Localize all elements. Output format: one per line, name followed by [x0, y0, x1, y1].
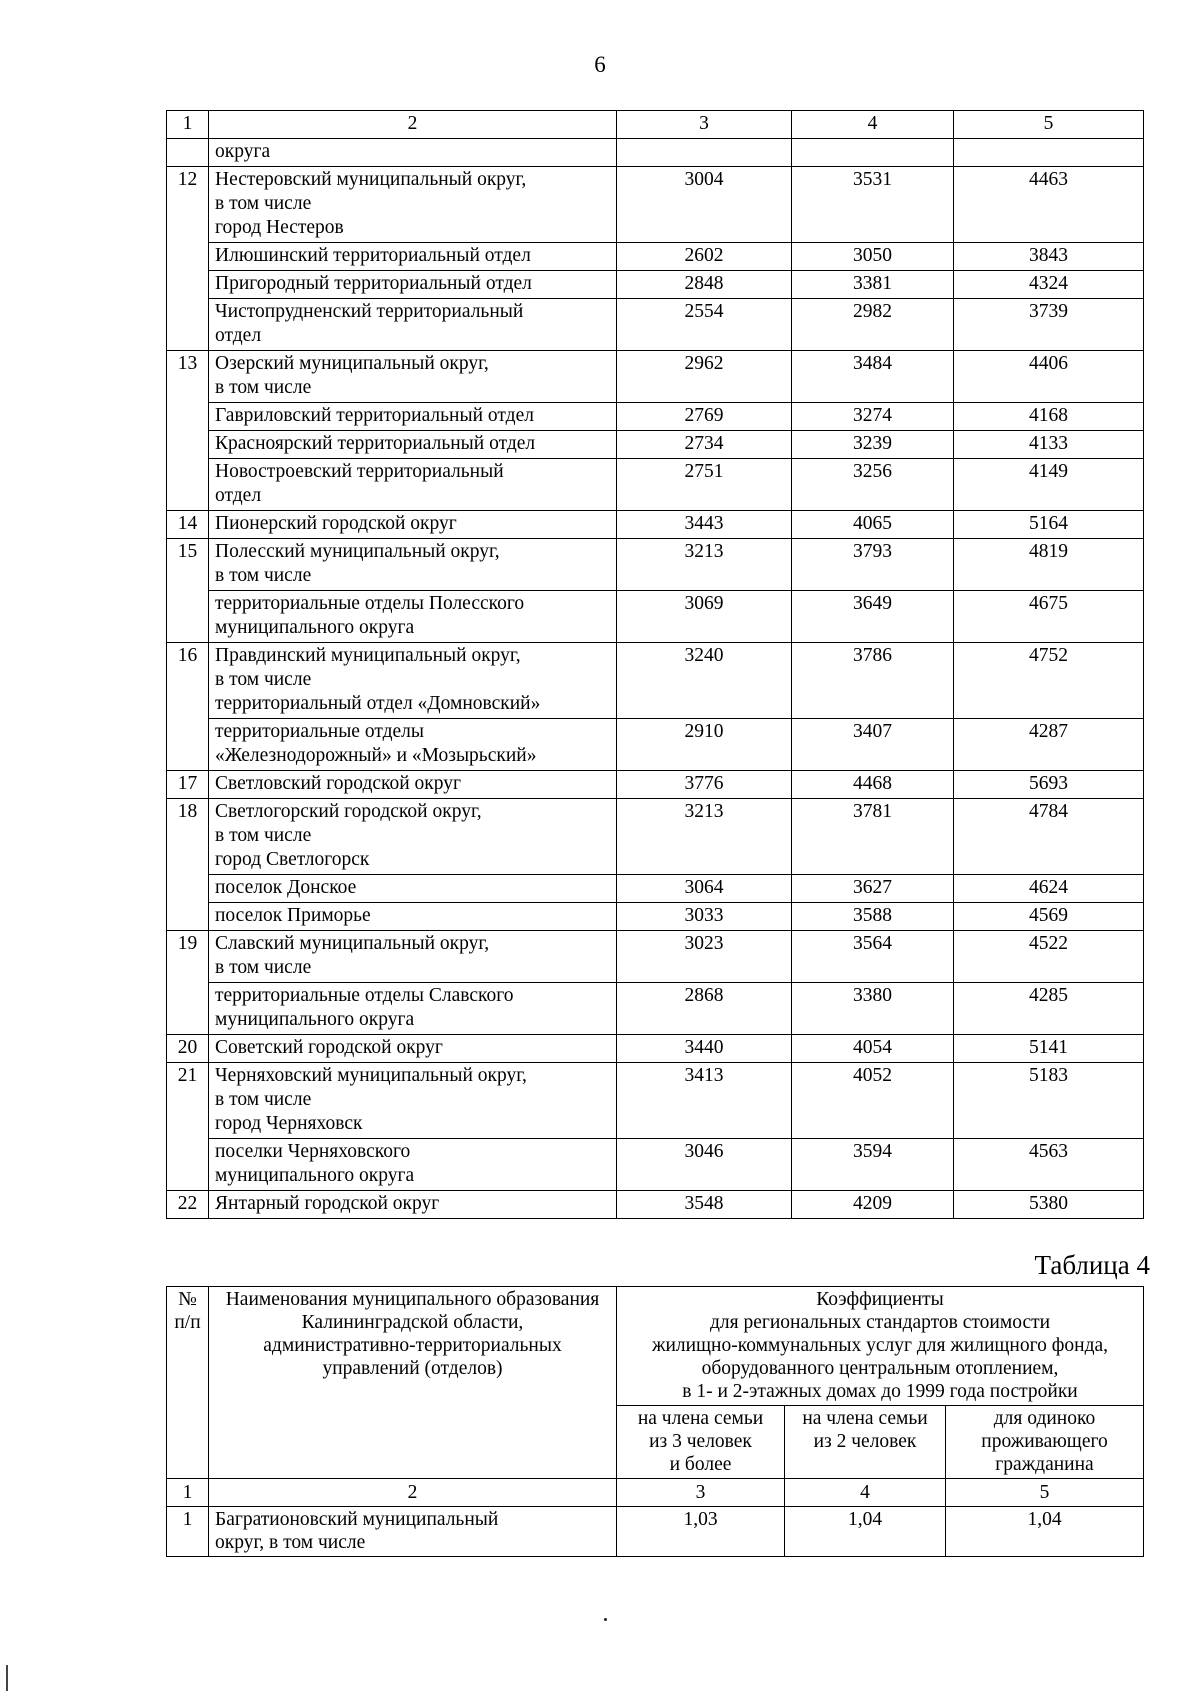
- row-name: [209, 875, 617, 903]
- value-cell: 3023: [617, 931, 792, 983]
- value-cell: [792, 139, 954, 167]
- value-cell: 3239: [792, 431, 954, 459]
- value-cell: 4324: [954, 271, 1144, 299]
- header-cell: 4: [792, 111, 954, 139]
- row-name: [209, 459, 617, 511]
- row-name-text: Янтарный городской округ: [215, 1193, 440, 1214]
- page-number: 6: [594, 52, 606, 77]
- value-cell: 3413: [617, 1063, 792, 1139]
- row-name: [209, 539, 617, 591]
- value-cell: 4209: [792, 1191, 954, 1219]
- table-header-row: [167, 111, 1144, 139]
- value-cell: 2751: [617, 459, 792, 511]
- row-number: 20: [167, 1035, 209, 1063]
- value-cell: 3594: [792, 1139, 954, 1191]
- table-row: [167, 771, 1144, 799]
- table-row: [167, 1507, 1144, 1557]
- table-row: [167, 1035, 1144, 1063]
- row-number: 19: [167, 931, 209, 1035]
- table-row: [167, 719, 1144, 771]
- row-number: [167, 139, 209, 167]
- table-row: [167, 799, 1144, 875]
- index-cell: 4: [785, 1479, 946, 1507]
- subheader-label: на члена семьи из 3 человек и более: [637, 1408, 764, 1475]
- row-name-text: территориальные отделы Славского муниципального округа: [215, 985, 514, 1030]
- value-cell: 3050: [792, 243, 954, 271]
- table-row: [167, 1063, 1144, 1139]
- value-cell: 3004: [617, 167, 792, 243]
- value-cell: 3793: [792, 539, 954, 591]
- value-cell: 3440: [617, 1035, 792, 1063]
- row-name: [209, 511, 617, 539]
- table-row: [167, 931, 1144, 983]
- subheader-label: на члена семьи из 2 человек: [802, 1408, 928, 1452]
- table-caption: Таблица 4: [1034, 1250, 1150, 1280]
- table-row: [167, 167, 1144, 243]
- table-row: [167, 1191, 1144, 1219]
- value-cell: 3776: [617, 771, 792, 799]
- value-cell: 4784: [954, 799, 1144, 875]
- value-cell: 4468: [792, 771, 954, 799]
- row-name: [209, 903, 617, 931]
- value-cell: [954, 139, 1144, 167]
- row-name-text: Полесский муниципальный округ, в том числе: [215, 541, 500, 586]
- row-name: [209, 139, 617, 167]
- row-name-text: Черняховский муниципальный округ, в том числе город Черняховск: [215, 1065, 527, 1134]
- value-cell: 2910: [617, 719, 792, 771]
- row-name-text: Светлогорский городской округ, в том числе город Светлогорск: [215, 801, 482, 870]
- row-name-text: Пригородный территориальный отдел: [215, 273, 532, 294]
- row-name: [209, 403, 617, 431]
- row-name: [209, 771, 617, 799]
- row-name-text: Нестеровский муниципальный округ, в том числе город Нестеров: [215, 169, 527, 238]
- scan-edge-mark: [6, 1665, 8, 1691]
- row-name: [209, 719, 617, 771]
- coefficients-label: Коэффициенты для региональных стандартов стоимости жилищно-коммунальных услуг для жилищного фонда, оборудованного центральным отоплением, в 1- и 2-этажных домах до 1999 года постройки: [651, 1289, 1109, 1402]
- value-cell: 4752: [954, 643, 1144, 719]
- row-name-text: Правдинский муниципальный округ, в том числе территориальный отдел «Домновский»: [215, 645, 541, 714]
- table-header-row: [167, 1287, 1144, 1406]
- value-cell: 4285: [954, 983, 1144, 1035]
- value-cell: 4463: [954, 167, 1144, 243]
- value-cell: 5693: [954, 771, 1144, 799]
- value-cell: 2982: [792, 299, 954, 351]
- value-cell: 5380: [954, 1191, 1144, 1219]
- value-cell: 2962: [617, 351, 792, 403]
- value-cell: 3484: [792, 351, 954, 403]
- row-name: [209, 983, 617, 1035]
- value-cell: 3033: [617, 903, 792, 931]
- value-cell: 2848: [617, 271, 792, 299]
- value-cell: 3213: [617, 799, 792, 875]
- index-cell: 5: [946, 1479, 1144, 1507]
- row-name-text: Пионерский городской округ: [215, 513, 457, 534]
- table-row: [167, 591, 1144, 643]
- value-cell: 3531: [792, 167, 954, 243]
- row-name-text: Чистопрудненский территориальный отдел: [215, 301, 524, 346]
- table-row: [167, 983, 1144, 1035]
- row-name-text: территориальные отделы Полесского муниципального округа: [215, 593, 525, 638]
- value-cell: 4819: [954, 539, 1144, 591]
- value-cell: 3588: [792, 903, 954, 931]
- header-cell: 1: [167, 111, 209, 139]
- value-cell: 5164: [954, 511, 1144, 539]
- value-cell: 3443: [617, 511, 792, 539]
- index-cell: 1: [167, 1479, 209, 1507]
- table-row: [167, 875, 1144, 903]
- value-cell: 2554: [617, 299, 792, 351]
- row-name-text: округа: [215, 141, 271, 162]
- col-name-header: [209, 1287, 617, 1479]
- value-cell: 4054: [792, 1035, 954, 1063]
- row-name-text: территориальные отделы «Железнодорожный» и «Мозырьский»: [215, 721, 537, 766]
- table-row: [167, 243, 1144, 271]
- row-name-text: Светловский городской округ: [215, 773, 462, 794]
- value-cell: 3213: [617, 539, 792, 591]
- value-cell: 5183: [954, 1063, 1144, 1139]
- index-cell: 2: [209, 1479, 617, 1507]
- table-row: [167, 511, 1144, 539]
- value-cell: 3256: [792, 459, 954, 511]
- value-cell: 4168: [954, 403, 1144, 431]
- row-number: 12: [167, 167, 209, 351]
- value-cell: 5141: [954, 1035, 1144, 1063]
- value-cell: 3786: [792, 643, 954, 719]
- scan-speck: [604, 1618, 607, 1621]
- value-cell: 3781: [792, 799, 954, 875]
- row-number: 1: [167, 1507, 209, 1557]
- row-name: [209, 591, 617, 643]
- value-cell: 3240: [617, 643, 792, 719]
- value-cell: 4522: [954, 931, 1144, 983]
- row-name: [209, 431, 617, 459]
- coefficients-header: [617, 1287, 1144, 1406]
- subheader-cell: [946, 1406, 1144, 1479]
- header-cell: 5: [954, 111, 1144, 139]
- row-name: [209, 643, 617, 719]
- value-cell: 2734: [617, 431, 792, 459]
- table-row: [167, 431, 1144, 459]
- index-cell: 3: [617, 1479, 785, 1507]
- row-name: [209, 1191, 617, 1219]
- row-name-text: Озерский муниципальный округ, в том числе: [215, 353, 489, 398]
- header-cell: 2: [209, 111, 617, 139]
- value-cell: 1,04: [946, 1507, 1144, 1557]
- value-cell: 3274: [792, 403, 954, 431]
- value-cell: 3627: [792, 875, 954, 903]
- row-name-text: Багратионовский муниципальный округ, в том числе: [215, 1509, 499, 1553]
- value-cell: 2769: [617, 403, 792, 431]
- table-row: [167, 459, 1144, 511]
- row-name: [209, 799, 617, 875]
- row-number: 15: [167, 539, 209, 643]
- value-cell: 4052: [792, 1063, 954, 1139]
- value-cell: 2602: [617, 243, 792, 271]
- value-cell: 3407: [792, 719, 954, 771]
- row-name-text: поселки Черняховского муниципального округа: [215, 1141, 415, 1186]
- value-cell: 4133: [954, 431, 1144, 459]
- row-name: [209, 271, 617, 299]
- table-3-continuation: [166, 110, 1144, 1219]
- row-name: [209, 1507, 617, 1557]
- value-cell: 1,04: [785, 1507, 946, 1557]
- row-number: 16: [167, 643, 209, 771]
- value-cell: 3069: [617, 591, 792, 643]
- value-cell: [617, 139, 792, 167]
- subheader-cell: [617, 1406, 785, 1479]
- row-name-text: поселок Донское: [215, 877, 357, 898]
- table-row: [167, 539, 1144, 591]
- col-number-header: [167, 1287, 209, 1479]
- value-cell: 3046: [617, 1139, 792, 1191]
- table-row: [167, 139, 1144, 167]
- table-4: [166, 1286, 1144, 1557]
- row-name: [209, 299, 617, 351]
- value-cell: 3843: [954, 243, 1144, 271]
- row-name-text: поселок Приморье: [215, 905, 371, 926]
- row-number: 18: [167, 799, 209, 931]
- row-name: [209, 243, 617, 271]
- col-number-label: № п/п: [174, 1289, 201, 1333]
- table-row: [167, 299, 1144, 351]
- value-cell: 3381: [792, 271, 954, 299]
- value-cell: 3564: [792, 931, 954, 983]
- row-name-text: Новостроевский территориальный отдел: [215, 461, 504, 506]
- header-cell: 3: [617, 111, 792, 139]
- value-cell: 4624: [954, 875, 1144, 903]
- value-cell: 4675: [954, 591, 1144, 643]
- table-row: [167, 1139, 1144, 1191]
- row-name-text: Славский муниципальный округ, в том числе: [215, 933, 490, 978]
- subheader-cell: [785, 1406, 946, 1479]
- row-name: [209, 351, 617, 403]
- row-name-text: Советский городской округ: [215, 1037, 443, 1058]
- value-cell: 3064: [617, 875, 792, 903]
- value-cell: 3739: [954, 299, 1144, 351]
- row-name: [209, 1063, 617, 1139]
- value-cell: 4287: [954, 719, 1144, 771]
- table-row: [167, 271, 1144, 299]
- value-cell: 3649: [792, 591, 954, 643]
- value-cell: 4065: [792, 511, 954, 539]
- row-number: 13: [167, 351, 209, 511]
- row-name-text: Гавриловский территориальный отдел: [215, 405, 534, 426]
- row-name-text: Илюшинский территориальный отдел: [215, 245, 531, 266]
- value-cell: 4569: [954, 903, 1144, 931]
- row-number: 22: [167, 1191, 209, 1219]
- subheader-label: для одиноко проживающего гражданина: [981, 1408, 1108, 1475]
- row-name: [209, 1139, 617, 1191]
- row-name: [209, 167, 617, 243]
- table-index-row: [167, 1479, 1144, 1507]
- col-name-label: Наименования муниципального образования Калининградской области, административно-территориальных управлений (отделов): [225, 1289, 600, 1379]
- value-cell: 4149: [954, 459, 1144, 511]
- table-row: [167, 351, 1144, 403]
- value-cell: 1,03: [617, 1507, 785, 1557]
- table-row: [167, 403, 1144, 431]
- row-number: 17: [167, 771, 209, 799]
- value-cell: 4406: [954, 351, 1144, 403]
- row-number: 21: [167, 1063, 209, 1191]
- row-name: [209, 931, 617, 983]
- value-cell: 4563: [954, 1139, 1144, 1191]
- row-name: [209, 1035, 617, 1063]
- value-cell: 2868: [617, 983, 792, 1035]
- table-row: [167, 643, 1144, 719]
- row-number: 14: [167, 511, 209, 539]
- row-name-text: Красноярский территориальный отдел: [215, 433, 536, 454]
- value-cell: 3380: [792, 983, 954, 1035]
- value-cell: 3548: [617, 1191, 792, 1219]
- table-row: [167, 903, 1144, 931]
